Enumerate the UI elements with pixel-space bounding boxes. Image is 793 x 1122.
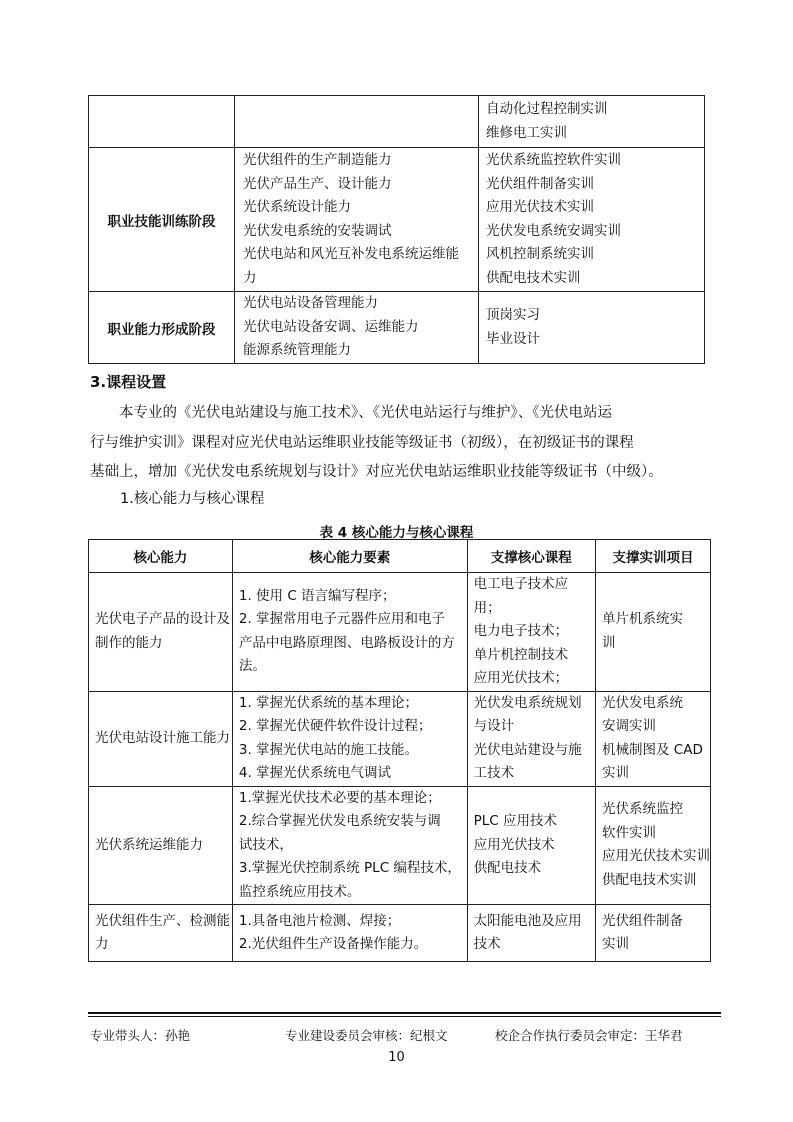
ability-cell [89, 573, 233, 692]
element-line: 2.光伏组件生产设备操作能力。 [238, 936, 428, 952]
abilities-cell [235, 148, 479, 292]
footer-leader: 专业带头人：孙艳 [90, 1028, 191, 1043]
element-line: 3.掌握光伏控制系统 PLC 编程技术， [238, 860, 461, 876]
element-line: 1. 使用 C 语言编写程序； [238, 587, 396, 604]
ability-cell [89, 905, 233, 962]
training-stage-table [88, 95, 705, 364]
courses-cell [467, 786, 595, 905]
section-heading: 3.课程设置 [90, 373, 167, 391]
trainings-cell [479, 292, 705, 364]
training-line: 单片机系统实 [602, 611, 683, 628]
element-line: 法。 [238, 658, 266, 675]
ability-text: 光伏系统运维能力 [95, 836, 203, 853]
training-line: 实训 [602, 765, 629, 781]
ability-item: 力 [243, 269, 257, 286]
ability-cell [89, 691, 233, 786]
element-line: 3. 掌握光伏电站的施工技能。 [238, 741, 419, 758]
element-line: 2. 掌握光伏硬件软件设计过程； [238, 718, 432, 734]
training-line: 实训 [602, 936, 629, 952]
paragraph-line: 行与维护实训》课程对应光伏电站运维职业技能等级证书（初级），在初级证书的课程 [90, 434, 634, 451]
footer-approver: 校企合作执行委员会审定：王华君 [495, 1028, 683, 1043]
training-line: 训 [602, 634, 616, 651]
abilities-cell [235, 292, 479, 364]
footer-reviewer: 专业建设委员会审核：纪根文 [285, 1028, 448, 1043]
element-line: 4. 掌握光伏系统电气调试 [238, 765, 392, 781]
column-header: 核心能力要素 [232, 540, 467, 573]
course-line: 技术 [473, 936, 501, 952]
abilities-cell [235, 96, 479, 148]
courses-cell [467, 691, 595, 786]
table-row [89, 292, 705, 364]
ability-text: 光伏组件生产、检测能力 [95, 912, 230, 952]
course-line: 应用光伏技术 [473, 836, 555, 853]
trainings-cell [479, 96, 705, 148]
column-header: 支撑核心课程 [467, 540, 595, 573]
training-line: 光伏系统监控 [602, 801, 683, 818]
table-row [89, 148, 705, 292]
table-header-row [89, 540, 711, 573]
ability-item: 光伏电站和风光互补发电系统运维能 [243, 246, 459, 262]
course-line: 单片机控制技术 [473, 646, 569, 663]
table-row [89, 786, 711, 905]
training-item: 自动化过程控制实训 [486, 101, 608, 117]
ability-item: 光伏产品生产、设计能力 [243, 175, 392, 192]
training-item: 毕业设计 [486, 330, 540, 347]
course-line: 电力电子技术； [473, 623, 569, 639]
table-row [89, 96, 705, 148]
element-line: 2. 掌握常用电子元器件应用和电子 [238, 611, 446, 628]
footer-divider [88, 1016, 721, 1017]
course-line: 光伏电站建设与施 [473, 741, 582, 758]
table-caption: 表 4 核心能力与核心课程 [319, 525, 474, 541]
footer-divider [88, 1012, 721, 1014]
ability-item: 光伏组件的生产制造能力 [243, 152, 392, 168]
training-item: 光伏组件制备实训 [486, 175, 594, 192]
training-line: 机械制图及 CAD [602, 741, 703, 758]
ability-item: 能源系统管理能力 [243, 342, 351, 359]
element-line: 产品中电路原理图、电路板设计的方 [238, 634, 455, 651]
elements-cell [232, 905, 467, 962]
ability-text: 光伏电站设计施工能力 [95, 729, 230, 746]
course-line: PLC 应用技术 [473, 813, 557, 829]
trainings-cell [596, 573, 711, 692]
elements-cell [232, 786, 467, 905]
core-ability-table [88, 539, 711, 962]
training-line: 光伏组件制备 [602, 912, 683, 929]
ability-cell [89, 786, 233, 905]
trainings-cell [596, 905, 711, 962]
courses-cell [467, 573, 595, 692]
subsection-heading: 1.核心能力与核心课程 [120, 491, 265, 507]
trainings-cell [596, 786, 711, 905]
element-line: 1.具备电池片检测、焊接； [238, 912, 401, 929]
element-line: 2.综合掌握光伏发电系统安装与调 [238, 813, 441, 829]
training-item: 应用光伏技术实训 [486, 199, 594, 215]
paragraph-line: 基础上，增加《光伏发电系统规划与设计》对应光伏电站运维职业技能等级证书（中级）。 [90, 464, 663, 480]
elements-cell [232, 573, 467, 692]
ability-item: 光伏电站设备安调、运维能力 [243, 318, 419, 335]
ability-text: 光伏电子产品的设计及制作的能力 [95, 611, 230, 651]
table-row [89, 573, 711, 692]
column-header: 核心能力 [89, 540, 233, 573]
course-line: 用； [473, 599, 501, 616]
stage-cell [89, 96, 235, 148]
table-row [89, 691, 711, 786]
element-line: 1.掌握光伏技术必要的基本理论； [238, 789, 441, 806]
training-line: 软件实训 [602, 824, 656, 841]
training-line: 供配电技术实训 [602, 871, 697, 888]
courses-cell [467, 905, 595, 962]
training-item: 风机控制系统实训 [486, 246, 594, 262]
element-line: 监控系统应用技术。 [238, 883, 361, 900]
trainings-cell [596, 691, 711, 786]
course-line: 与设计 [473, 718, 515, 734]
course-line: 光伏发电系统规划 [473, 694, 582, 711]
training-item: 顶岗实习 [486, 307, 540, 323]
training-line: 光伏发电系统 [602, 694, 683, 711]
training-line: 应用光伏技术实训 [602, 848, 710, 865]
course-line: 供配电技术 [473, 860, 542, 876]
ability-item: 光伏发电系统的安装调试 [243, 222, 392, 239]
page-number: 10 [388, 1050, 405, 1065]
course-line: 太阳能电池及应用 [473, 912, 582, 929]
element-line: 试技术， [238, 836, 293, 853]
element-line: 1. 掌握光伏系统的基本理论； [238, 694, 419, 711]
table-row [89, 905, 711, 962]
column-header: 支撑实训项目 [596, 540, 711, 573]
training-item: 光伏发电系统安调实训 [486, 222, 621, 239]
training-line: 安调实训 [602, 718, 656, 734]
ability-item: 光伏电站设备管理能力 [243, 295, 378, 312]
paragraph-line: 本专业的《光伏电站建设与施工技术》、《光伏电站运行与维护》、《光伏电站运 [119, 405, 612, 421]
course-line: 应用光伏技术； [473, 670, 569, 686]
course-line: 电工电子技术应 [473, 576, 569, 592]
course-line: 工技术 [473, 765, 515, 781]
stage-cell: 职业技能训练阶段 [89, 148, 235, 292]
ability-item: 光伏系统设计能力 [243, 199, 351, 215]
section-paragraph [90, 399, 705, 488]
elements-cell [232, 691, 467, 786]
training-item: 光伏系统监控软件实训 [486, 152, 621, 168]
training-item: 维修电工实训 [486, 124, 567, 141]
trainings-cell [479, 148, 705, 292]
training-item: 供配电技术实训 [486, 269, 581, 286]
stage-cell: 职业能力形成阶段 [89, 292, 235, 364]
